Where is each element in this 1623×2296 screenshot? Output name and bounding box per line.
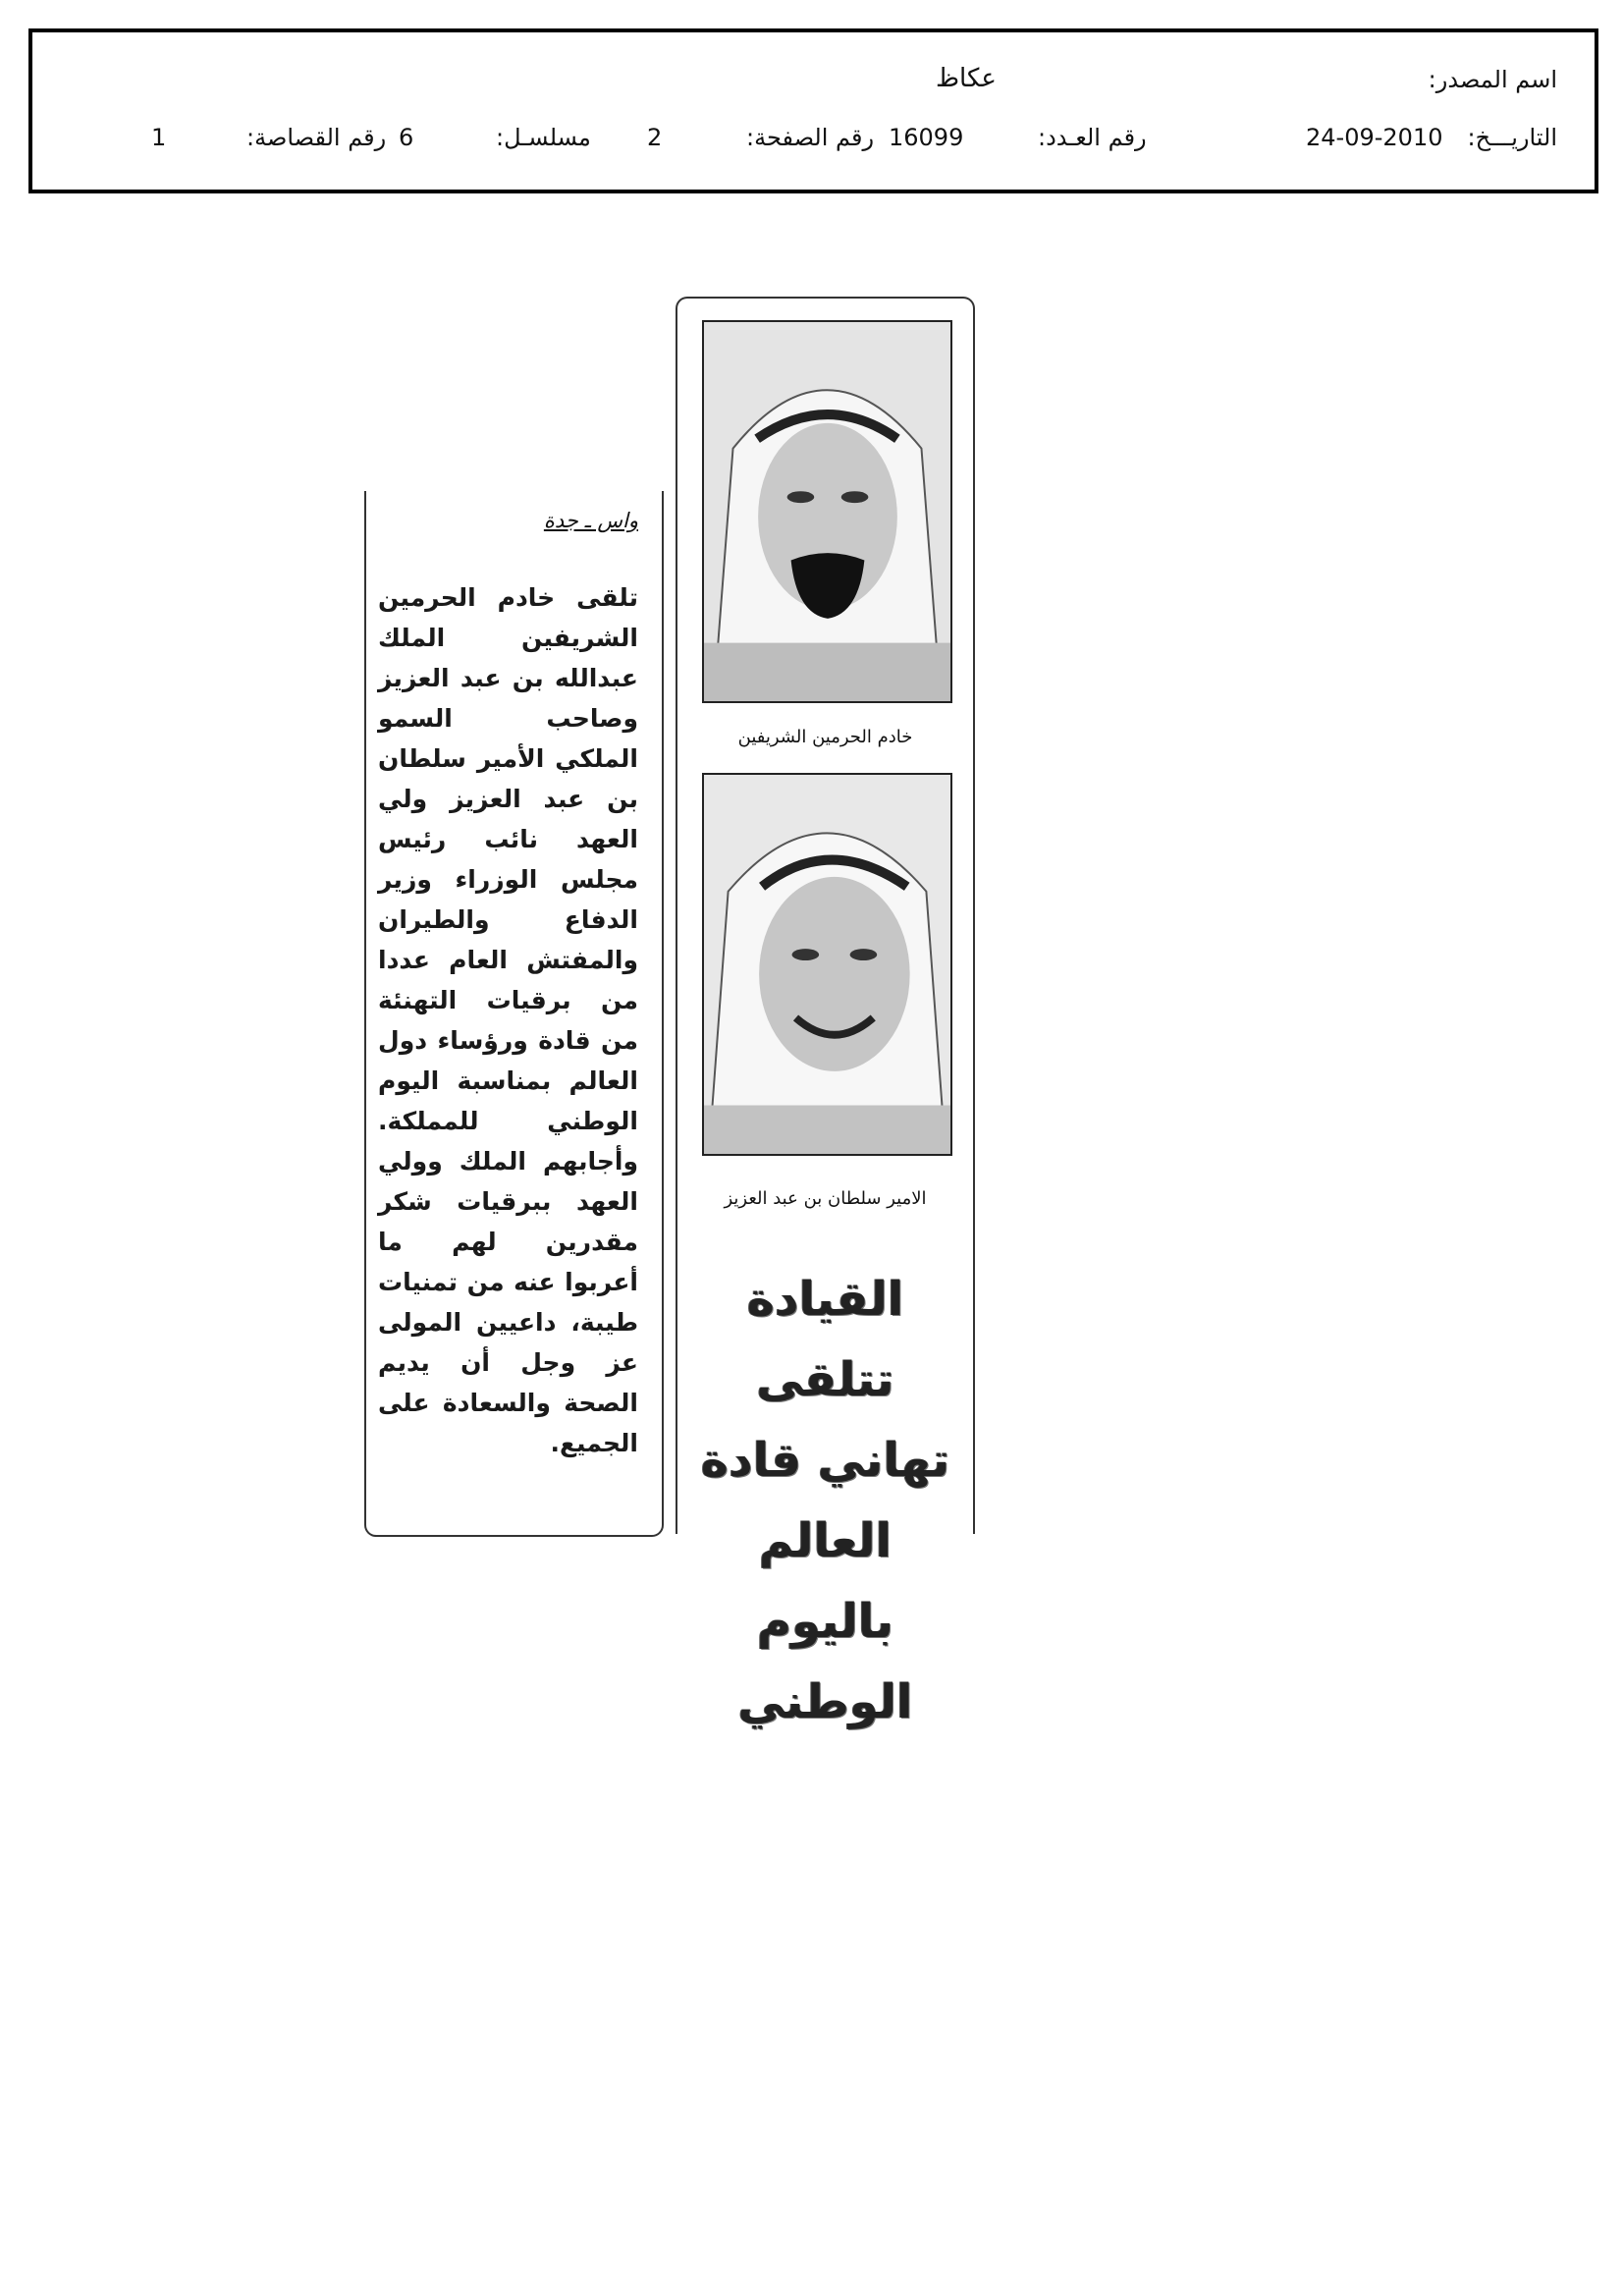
page-value: 2 xyxy=(647,124,663,151)
photo-headline-column xyxy=(676,297,975,1729)
byline: واس ـ جدة xyxy=(543,509,638,532)
date-label: التاريـــخ: xyxy=(1467,124,1557,151)
article-column xyxy=(364,491,664,1537)
issue-value: 16099 xyxy=(889,124,964,151)
clipping-label: رقم القصاصة: xyxy=(246,124,387,151)
article-body: تلقى خادم الحرمين الشريفين الملك عبدالله بن عبد العزيز وصاحب السمو الملكي الأمير سلطان بن عبد العزيز ولي العهد نائب رئيس مجلس الوزراء وزير الدفاع والطيران والمفتش العام عددا من برقيات التهنئة من قادة ورؤساء دول العالم بمناسبة اليوم الوطني للمملكة. وأجابهم الملك وولي العهد ببرقيات شكر مقدرين لهم ما أعربوا عنه من تمنيات طيبة، داعيين المولى عز وجل أن يديم الصحة والسعادة على الجميع. xyxy=(378,583,638,1457)
clipping-value: 1 xyxy=(151,124,167,151)
headline xyxy=(677,1259,973,1742)
issue-label: رقم العـدد: xyxy=(1038,124,1147,151)
serial-value: 6 xyxy=(399,124,414,151)
king-abdullah-portrait xyxy=(702,320,952,703)
prince-caption: الامير سلطان بن عبد العزيز xyxy=(724,1188,927,1209)
page-label: رقم الصفحة: xyxy=(746,124,875,151)
headline-line: تهاني قادة العالم xyxy=(700,1433,950,1568)
source-value: عكاظ xyxy=(936,64,997,93)
date-value: 24-09-2010 xyxy=(1306,124,1443,151)
clipping-info-box xyxy=(28,28,1598,193)
king-caption: خادم الحرمين الشريفين xyxy=(737,727,913,747)
serial-label: مسلسـل: xyxy=(496,124,591,151)
headline-line: القيادة تتلقى xyxy=(746,1272,904,1407)
prince-sultan-portrait xyxy=(702,773,952,1156)
headline-line: باليوم الوطني xyxy=(737,1594,913,1729)
source-label: اسم المصدر: xyxy=(1428,66,1557,93)
